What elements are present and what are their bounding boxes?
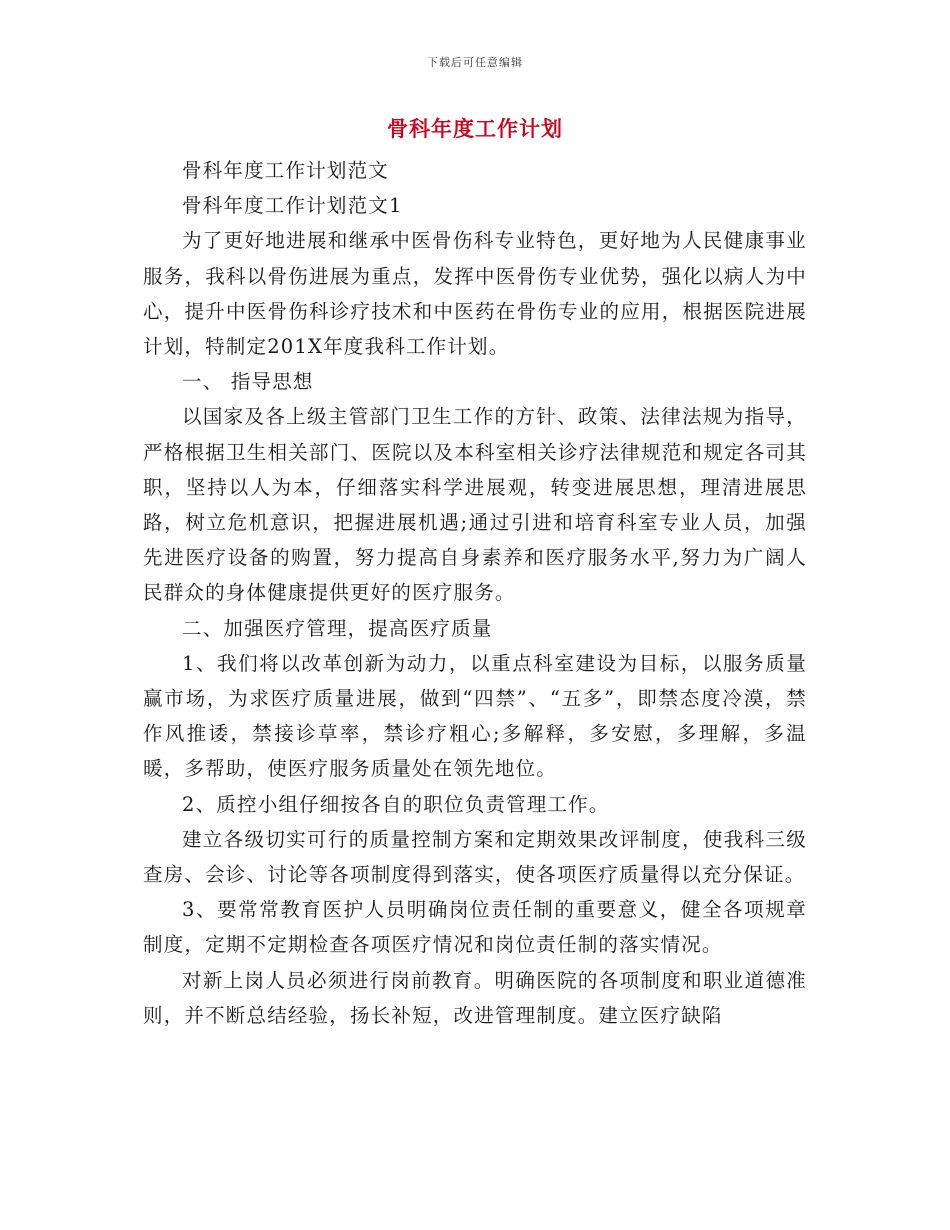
paragraph: 3、要常常教育医护人员明确岗位责任制的重要意义，健全各项规章制度，定期不定期检查各项医疗情况和岗位责任制的落实情况。 — [143, 898, 807, 957]
paragraph: 骨科年度工作计划范文 — [182, 159, 390, 182]
paragraph: 骨科年度工作计划范文1 — [182, 194, 403, 218]
paragraph: 2、质控小组仔细按各自的职位负责管理工作。 — [182, 792, 610, 816]
paragraph: 1、我们将以改革创新为动力，以重点科室建设为目标，以服务质量赢市场，为求医疗质量进展，做到“四禁”、“五多”，即禁态度冷漠，禁作风推诿，禁接诊草率，禁诊疗粗心;多解释，多安慰，多理解，多温暖，多帮助，使医疗服务质量处在领先地位。 — [143, 651, 807, 781]
section-heading: 一、 指导思想 — [182, 370, 314, 394]
paragraph: 以国家及各上级主管部门卫生工作的方针、政策、法律法规为指导，严格根据卫生相关部门、医院以及本科室相关诊疗法律规范和规定各司其职，坚持以人为本，仔细落实科学进展观，转变进展思想，理清进展思路，树立危机意识，把握进展机遇;通过引进和培育科室专业人员，加强先进医疗设备的购置，努力提高自身素养和医疗服务水平,努力为广阔人民群众的身体健康提供更好的医疗服务。 — [143, 405, 807, 605]
paragraph: 对新上岗人员必须进行岗前教育。明确医院的各项制度和职业道德准则，并不断总结经验，扬长补短，改进管理制度。建立医疗缺陷 — [143, 968, 807, 1027]
paragraph: 为了更好地进展和继承中医骨伤科专业特色，更好地为人民健康事业服务，我科以骨伤进展为重点，发挥中医骨伤专业优势，强化以病人为中心，提升中医骨伤科诊疗技术和中医药在骨伤专业的应用，根据医院进展计划，特制定201X年度我科工作计划。 — [143, 229, 807, 359]
header-note: 下载后可任意编辑 — [427, 56, 523, 69]
paragraph: 建立各级切实可行的质量控制方案和定期效果改评制度，使我科三级查房、会诊、讨论等各项制度得到落实，使各项医疗质量得以充分保证。 — [143, 827, 807, 887]
section-heading: 二、加强医疗管理，提高医疗质量 — [182, 616, 493, 640]
document-title: 骨科年度工作计划 — [387, 116, 563, 141]
document-body — [143, 153, 807, 1033]
